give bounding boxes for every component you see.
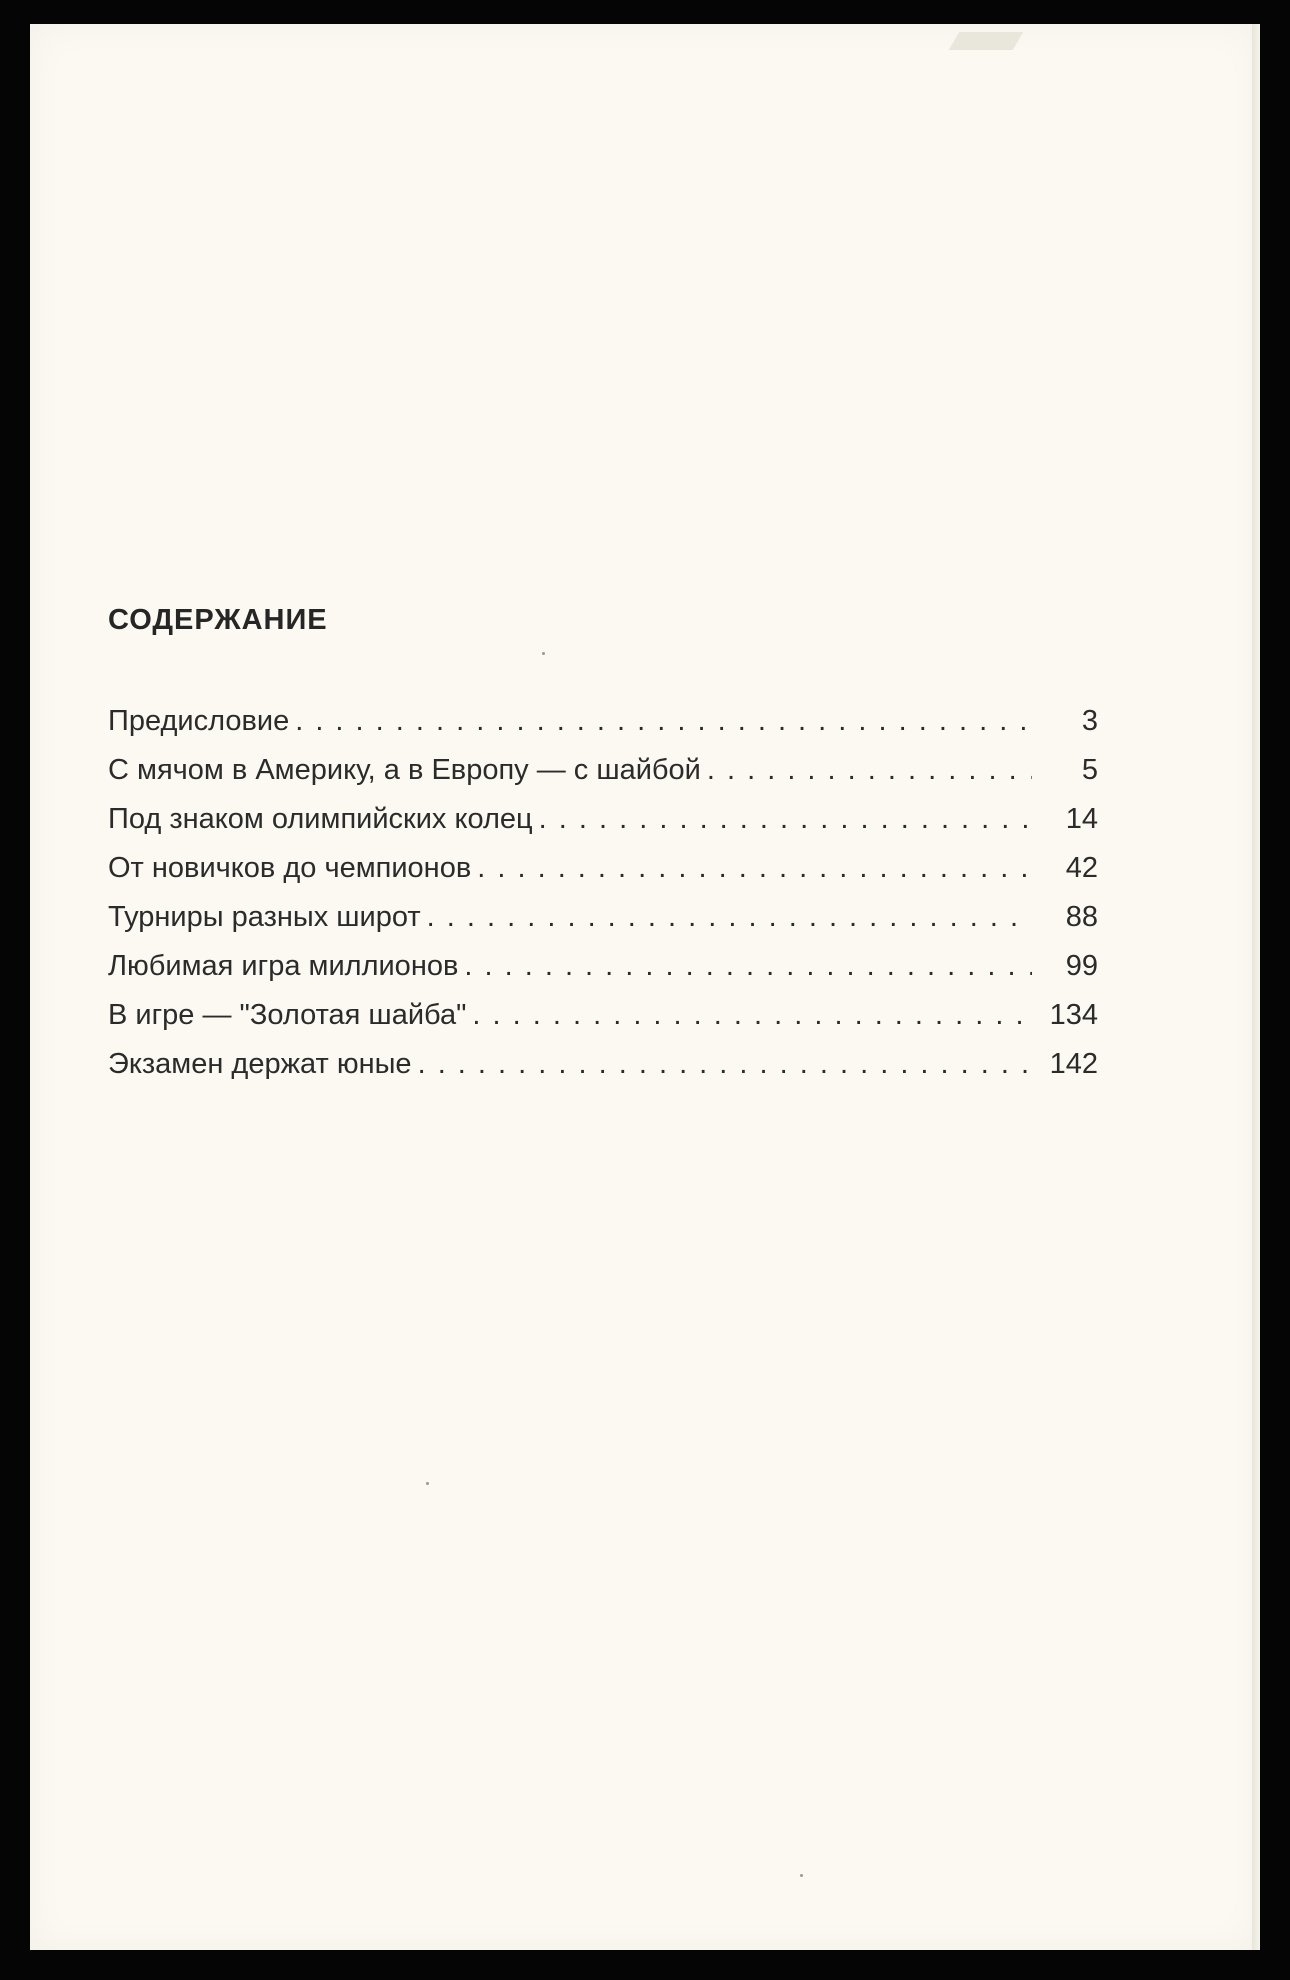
toc-list: [108, 705, 1098, 1097]
toc-entry-label: В игре — "Золотая шайба": [108, 999, 467, 1031]
book-page: [30, 24, 1260, 1950]
page-edge: [1252, 24, 1260, 1950]
toc-entry-page: 142: [1049, 1048, 1098, 1080]
toc-entry: [108, 999, 1098, 1048]
toc-entry: [108, 705, 1098, 754]
toc-entry-label: От новичков до чемпионов: [108, 852, 472, 884]
toc-entry: [108, 950, 1098, 999]
toc-entry-page: 5: [1081, 754, 1098, 786]
toc-entry-label: Турниры разных широт: [108, 901, 421, 933]
toc-entry: [108, 901, 1098, 950]
dot-leader: [427, 901, 1032, 934]
dot-leader: [295, 705, 1032, 738]
toc-entry-page: 88: [1065, 901, 1098, 933]
toc-entry-label: Предисловие: [108, 705, 290, 737]
toc-entry-label: Под знаком олимпийских колец: [108, 803, 533, 835]
toc-entry: [108, 1048, 1098, 1097]
toc-title: СОДЕРЖАНИЕ: [108, 604, 328, 636]
table-of-contents: [108, 604, 1098, 1097]
toc-entry-page: 134: [1049, 999, 1098, 1031]
toc-entry-label: Любимая игра миллионов: [108, 950, 459, 982]
toc-entry: [108, 754, 1098, 803]
toc-entry-page: 14: [1065, 803, 1098, 835]
dot-leader: [477, 852, 1032, 885]
dot-leader: [418, 1048, 1032, 1081]
dot-leader: [464, 950, 1032, 983]
toc-entry-page: 3: [1081, 705, 1098, 737]
toc-entry-page: 42: [1065, 852, 1098, 884]
toc-entry: [108, 852, 1098, 901]
dot-leader: [472, 999, 1032, 1032]
toc-entry: [108, 803, 1098, 852]
toc-entry-page: 99: [1065, 950, 1098, 982]
page-corner-scrap: [949, 32, 1023, 50]
paper-speck: [426, 1482, 429, 1485]
dot-leader: [707, 754, 1032, 787]
toc-entry-label: Экзамен держат юные: [108, 1048, 412, 1080]
toc-entry-label: С мячом в Америку, а в Европу — с шайбой: [108, 754, 701, 786]
paper-speck: [800, 1874, 803, 1877]
dot-leader: [539, 803, 1032, 836]
